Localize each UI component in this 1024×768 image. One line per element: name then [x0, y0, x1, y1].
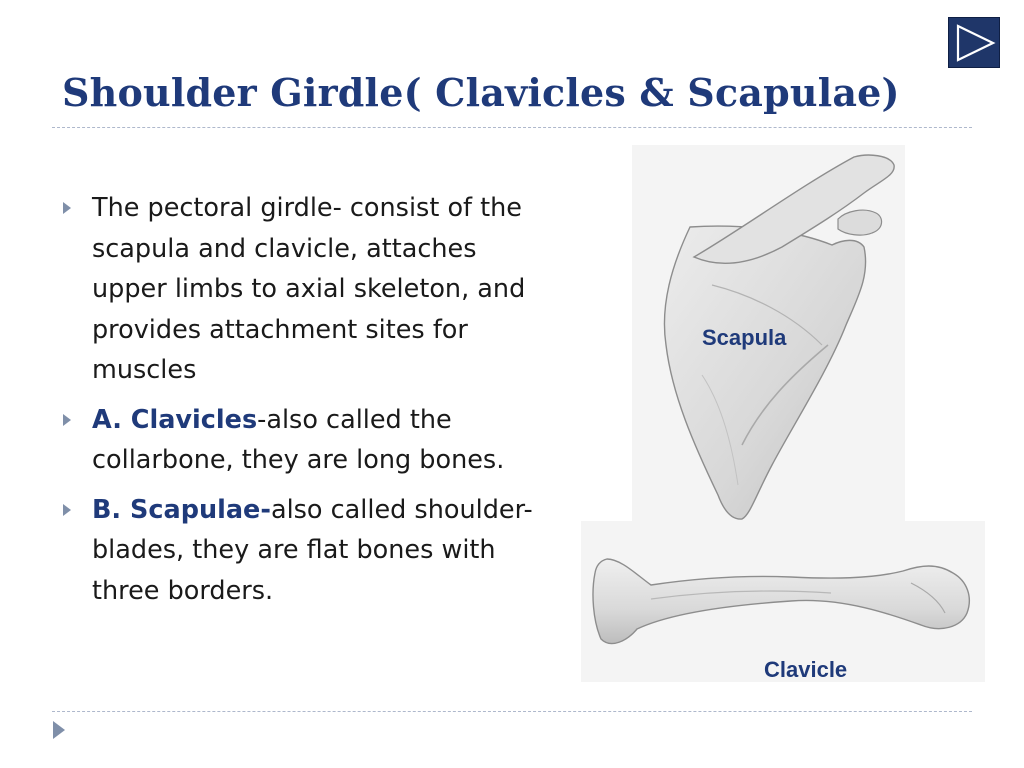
bullet-item-pectoral-girdle	[62, 188, 552, 391]
bullet-triangle-icon	[62, 201, 72, 215]
bullet-list	[62, 188, 552, 620]
next-slide-button[interactable]	[948, 17, 1000, 68]
title-divider	[52, 127, 972, 128]
bullet-item-clavicles	[62, 400, 552, 481]
bullet-text: -also called the collarbone, they are long bones.	[92, 404, 505, 475]
small-triangle-icon	[52, 720, 66, 740]
bullet-lead: B. Scapulae-	[92, 494, 271, 525]
play-triangle-icon	[949, 18, 1001, 69]
bullet-triangle-icon	[62, 413, 72, 427]
bullet-item-scapulae	[62, 490, 552, 612]
bullet-text: The pectoral girdle- consist of the scapula and clavicle, attaches upper limbs to axial skeleton, and provides attachment sites for muscles	[92, 193, 526, 385]
footer-divider	[52, 711, 972, 712]
bullet-lead: A. Clavicles	[92, 404, 258, 435]
clavicle-label: Clavicle	[764, 657, 848, 682]
scapula-label: Scapula	[702, 325, 787, 350]
bullet-triangle-icon	[62, 503, 72, 517]
slide-title: Shoulder Girdle( Clavicles & Scapulae)	[62, 70, 900, 115]
bullet-text: also called shoulder-blades, they are flat bones with three borders.	[92, 494, 533, 606]
